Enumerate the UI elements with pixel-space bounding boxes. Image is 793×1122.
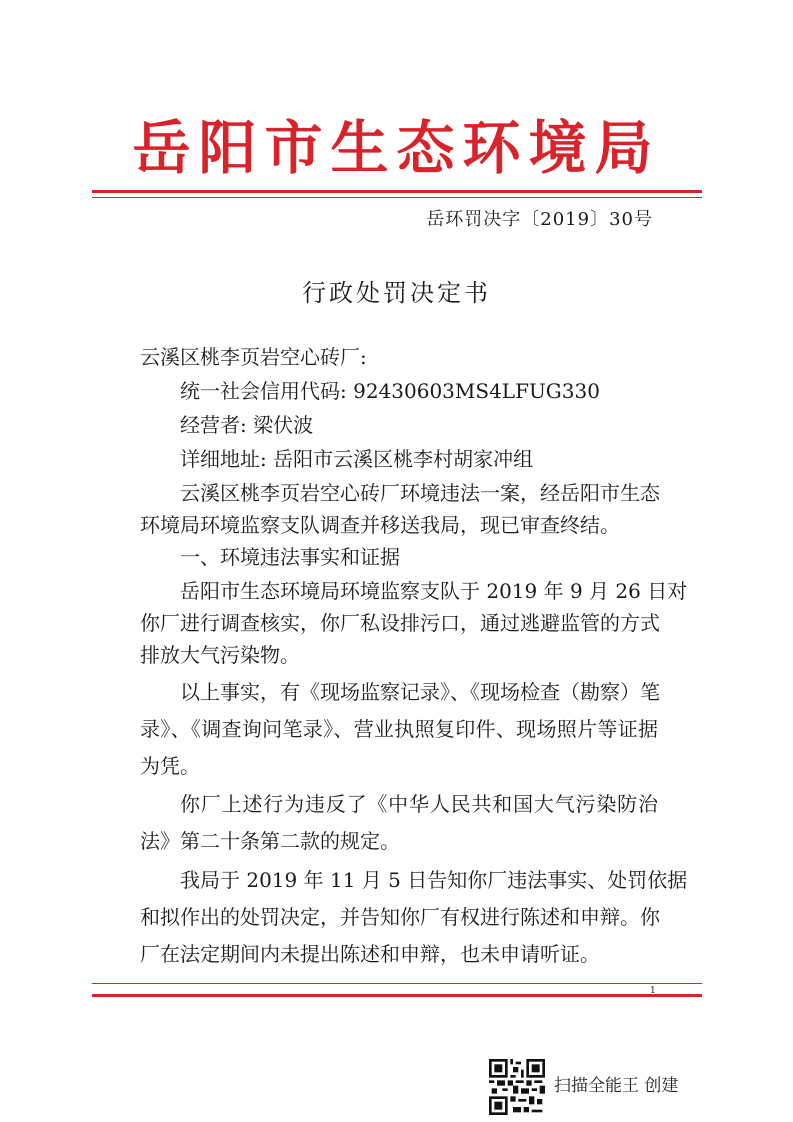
body-line: 岳阳市生态环境局环境监察支队于 2019 年 9 月 26 日对	[180, 579, 688, 603]
body-line: 我局于 2019 年 11 月 5 日告知你厂违法事实、处罚依据	[180, 868, 688, 892]
org-title: 岳阳市生态环境局	[132, 114, 661, 182]
body-line: 环境局环境监察支队调查并移送我局，现已审查终结。	[140, 513, 620, 537]
operator: 经营者: 梁伏波	[180, 413, 314, 437]
scanner-watermark: 扫描全能王 创建	[554, 1076, 679, 1096]
header-rule-thick	[92, 190, 702, 193]
body-line: 云溪区桃李页岩空心砖厂环境违法一案，经岳阳市生态	[180, 481, 660, 505]
footer-rule-thin	[92, 983, 702, 984]
body-line: 为凭。	[140, 754, 200, 778]
qr-code-icon	[489, 1059, 545, 1115]
body-line: 厂在法定期间内未提出陈述和申辩，也未申请听证。	[140, 942, 600, 966]
doc-number: 岳环罚决字〔2019〕30号	[426, 209, 653, 230]
body-line: 排放大气污染物。	[140, 643, 300, 667]
body-line: 和拟作出的处罚决定，并告知你厂有权进行陈述和申辩。你	[140, 905, 660, 929]
body-line: 法》第二十条第二款的规定。	[140, 829, 400, 853]
body-line: 你厂上述行为违反了《中华人民共和国大气污染防治	[180, 792, 658, 816]
recipient: 云溪区桃李页岩空心砖厂:	[140, 345, 367, 369]
page-number: 1	[650, 986, 656, 996]
body-line: 你厂进行调查核实，你厂私设排污口，通过逃避监管的方式	[140, 611, 660, 635]
body-line: 以上事实，有《现场监察记录》、《现场检查（勘察）笔	[180, 680, 660, 704]
header-rule-thin	[92, 197, 702, 198]
address: 详细地址: 岳阳市云溪区桃李村胡家冲组	[180, 447, 534, 471]
footer-rule-thick	[92, 994, 702, 997]
body-line: 录》、《调查询问笔录》、营业执照复印件、现场照片等证据	[140, 717, 658, 741]
section-heading: 一、环境违法事实和证据	[180, 545, 400, 569]
credit-code: 统一社会信用代码: 92430603MS4LFUG330	[180, 379, 600, 403]
doc-title: 行政处罚决定书	[302, 279, 491, 307]
